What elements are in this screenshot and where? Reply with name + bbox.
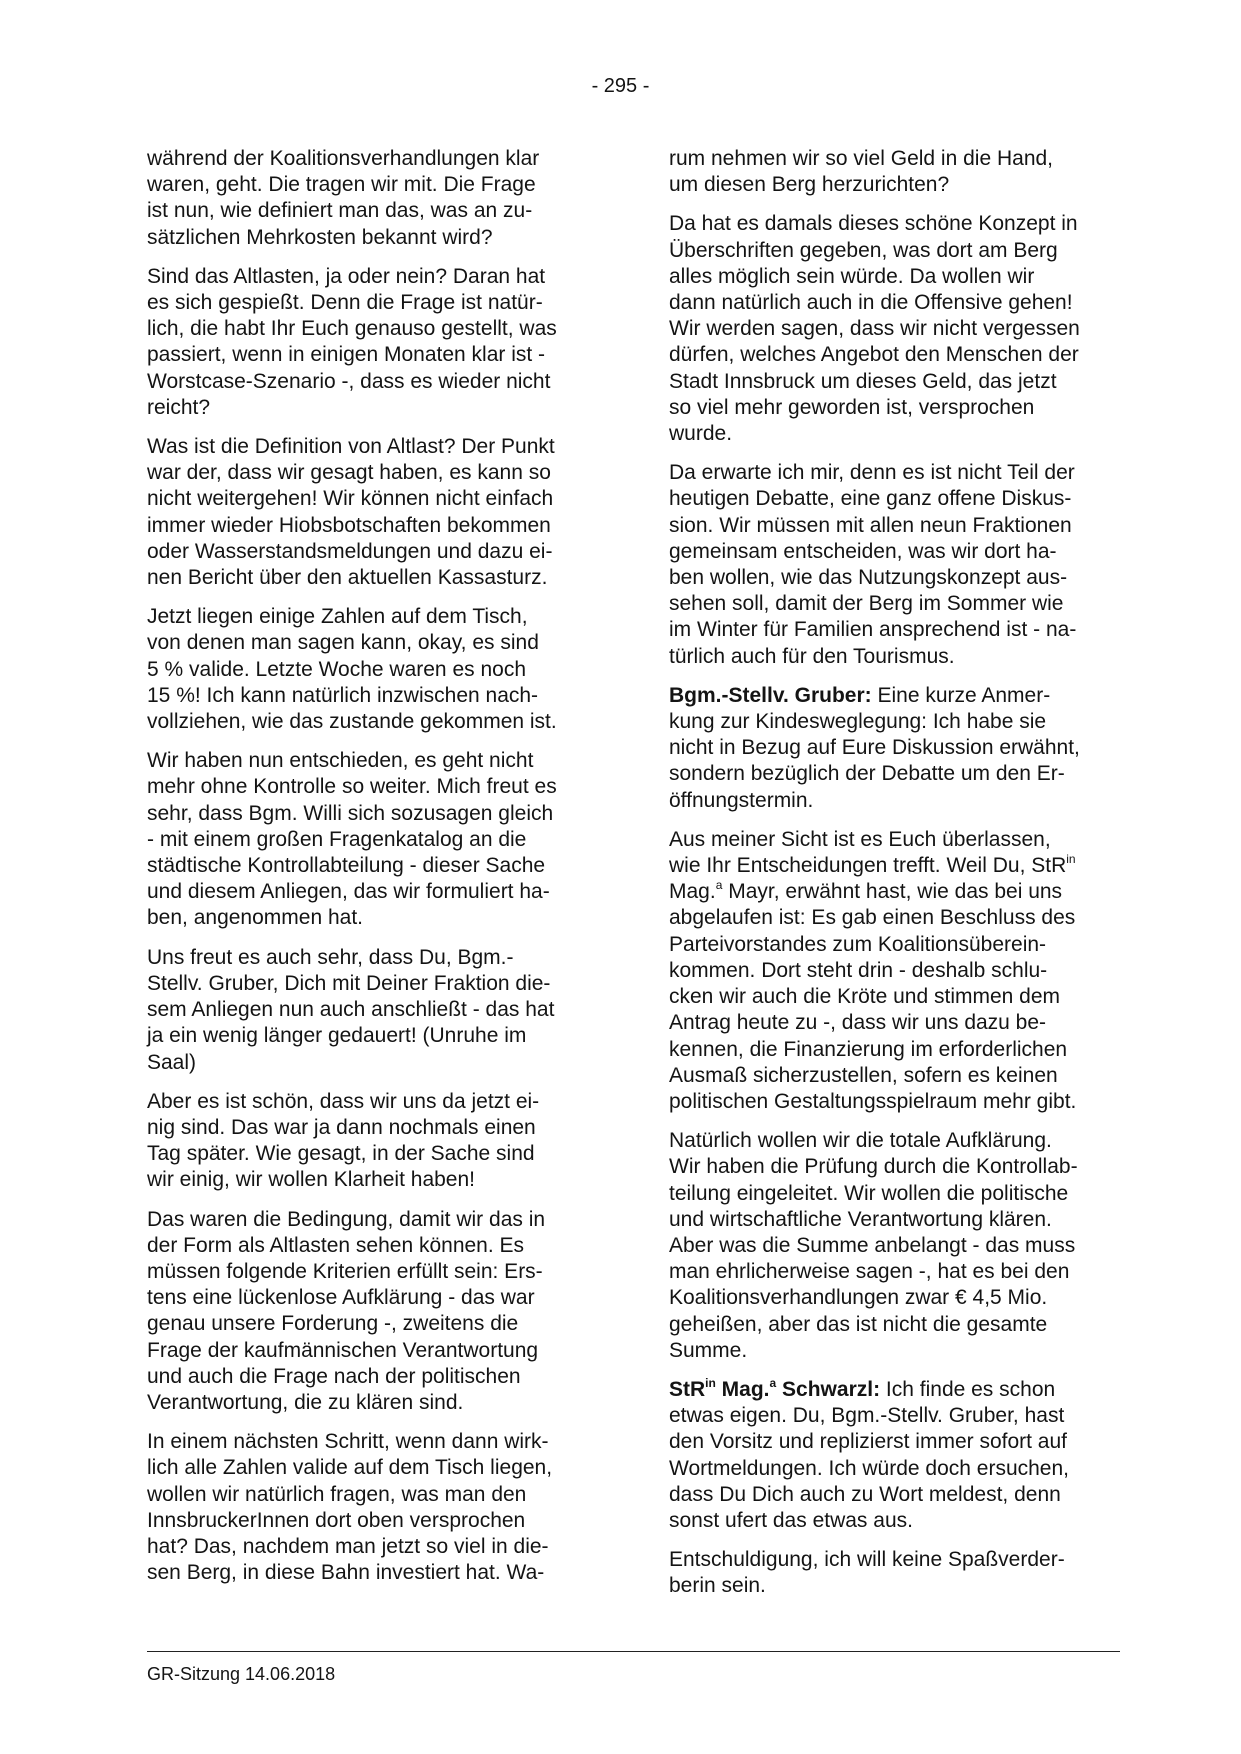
- footer-text: GR-Sitzung 14.06.2018: [147, 1664, 336, 1684]
- text-line: Natürlich wollen wir die totale Aufklärung.: [669, 1129, 1052, 1153]
- text-line: Wir haben nun entschieden, es geht nicht: [147, 749, 534, 773]
- speech-paragraph: [669, 1377, 1117, 1534]
- text-line: Wortmeldungen. Ich würde doch ersuchen,: [669, 1456, 1070, 1480]
- paragraph: [147, 748, 595, 931]
- text-line: sehr, dass Bgm. Willi sich sozusagen gleich: [147, 801, 554, 825]
- text-line: Jetzt liegen einige Zahlen auf dem Tisch,: [147, 605, 528, 629]
- text-line: den Vorsitz und replizierst immer sofort auf: [669, 1430, 1067, 1454]
- paragraph: [669, 1128, 1117, 1364]
- text-line: Wir werden sagen, dass wir nicht vergessen: [669, 317, 1080, 341]
- text-line: sätzlichen Mehrkosten bekannt wird?: [147, 225, 493, 249]
- text-line: sehen soll, damit der Berg im Sommer wie: [669, 592, 1064, 616]
- text-line: [669, 1377, 1117, 1403]
- text-line: passiert, wenn in einigen Monaten klar ist -: [147, 343, 546, 367]
- text-line: Parteivorstandes zum Koalitionsüberein-: [669, 932, 1047, 956]
- text-line: abgelaufen ist: Es gab einen Beschluss des: [669, 906, 1076, 930]
- speech-paragraph: [669, 683, 1117, 814]
- speaker-title: Mag.: [715, 1377, 770, 1401]
- paragraph: [669, 1547, 1117, 1599]
- right-column: [669, 146, 1117, 1613]
- paragraph: [147, 1089, 595, 1194]
- text-line: nig sind. Das war ja dann nochmals einen: [147, 1115, 536, 1139]
- text-line: ben, angenommen hat.: [147, 906, 363, 930]
- text-line: Überschriften gegeben, was dort am Berg: [669, 238, 1058, 262]
- text-line: lich alle Zahlen valide auf dem Tisch liegen,: [147, 1456, 553, 1480]
- superscript: in: [1066, 852, 1076, 867]
- text-line: geheißen, aber das ist nicht die gesamte: [669, 1312, 1048, 1336]
- text-line: 5 % valide. Letzte Woche waren es noch: [147, 657, 526, 681]
- text-line: [669, 683, 1117, 709]
- speaker-title: StR: [669, 1377, 706, 1401]
- text-line: berin sein.: [669, 1574, 766, 1598]
- text-line: [669, 853, 1117, 879]
- speaker-surname: Schwarzl:: [776, 1377, 881, 1401]
- text-line: Stadt Innsbruck um dieses Geld, das jetzt: [669, 369, 1057, 393]
- text-line: teilung eingeleitet. Wir wollen die politische: [669, 1181, 1069, 1205]
- text-line: und diesem Anliegen, das wir formuliert ha-: [147, 880, 550, 904]
- paragraph: [147, 264, 595, 421]
- text-line: hat? Das, nachdem man jetzt so viel in die-: [147, 1534, 549, 1558]
- text-line: - mit einem großen Fragenkatalog an die: [147, 827, 527, 851]
- text-run: Ich finde es schon: [880, 1377, 1056, 1401]
- text-line: gemeinsam entscheiden, was wir dort ha-: [669, 539, 1057, 563]
- text-line: nicht in Bezug auf Eure Diskussion erwähnt,: [669, 736, 1080, 760]
- text-line: sondern bezüglich der Debatte um den Er-: [669, 762, 1065, 786]
- text-line: und auch die Frage nach der politischen: [147, 1364, 521, 1388]
- text-line: Verantwortung, die zu klären sind.: [147, 1390, 464, 1414]
- text-line: türlich auch für den Tourismus.: [669, 644, 955, 668]
- text-line: dass Du Dich auch zu Wort meldest, denn: [669, 1482, 1061, 1506]
- text-line: mehr ohne Kontrolle so weiter. Mich freut es: [147, 775, 557, 799]
- paragraph: [147, 434, 595, 591]
- text-line: man ehrlicherweise sagen -, hat es bei den: [669, 1260, 1070, 1284]
- text-line: müssen folgende Kriterien erfüllt sein: Ers-: [147, 1259, 543, 1283]
- text-line: 15 %! Ich kann natürlich inzwischen nach-: [147, 683, 539, 707]
- text-line: Koalitionsverhandlungen zwar € 4,5 Mio.: [669, 1286, 1048, 1310]
- text-line: Uns freut es auch sehr, dass Du, Bgm.-: [147, 945, 514, 969]
- superscript: a: [715, 878, 723, 893]
- text-line: Da erwarte ich mir, denn es ist nicht Teil der: [669, 461, 1075, 485]
- text-line: Saal): [147, 1050, 197, 1074]
- text-line: Wir haben die Prüfung durch die Kontrollab-: [669, 1155, 1078, 1179]
- paragraph: [147, 1207, 595, 1417]
- text-line: cken wir auch die Kröte und stimmen dem: [669, 985, 1061, 1009]
- text-line: Aber es ist schön, dass wir uns da jetzt ei-: [147, 1089, 540, 1113]
- text-line: alles möglich sein würde. Da wollen wir: [669, 264, 1035, 288]
- superscript: in: [705, 1375, 716, 1390]
- text-line: und wirtschaftliche Verantwortung klären.: [669, 1207, 1052, 1231]
- text-line: Entschuldigung, ich will keine Spaßverder-: [669, 1548, 1065, 1572]
- text-line: es sich gespießt. Denn die Frage ist natür-: [147, 291, 543, 315]
- text-line: wir einig, wir wollen Klarheit haben!: [147, 1168, 475, 1192]
- text-line: der Form als Altlasten sehen können. Es: [147, 1233, 525, 1257]
- text-line: Ausmaß sicherzustellen, sofern es keinen: [669, 1063, 1058, 1087]
- text-run: Mayr, erwähnt hast, wie das bei uns: [722, 880, 1063, 904]
- text-line: ja ein wenig länger gedauert! (Unruhe im: [147, 1024, 527, 1048]
- text-line: Das waren die Bedingung, damit wir das in: [147, 1207, 546, 1231]
- text-line: um diesen Berg herzurichten?: [669, 173, 950, 197]
- text-line: reicht?: [147, 395, 211, 419]
- text-line: Tag später. Wie gesagt, in der Sache sind: [147, 1142, 535, 1166]
- paragraph: [147, 1429, 595, 1586]
- text-run: Eine kurze Anmer-: [871, 683, 1051, 707]
- text-line: sion. Wir müssen mit allen neun Fraktionen: [669, 513, 1072, 537]
- text-line: etwas eigen. Du, Bgm.-Stellv. Gruber, hast: [669, 1404, 1065, 1428]
- text-line: In einem nächsten Schritt, wenn dann wirk-: [147, 1430, 549, 1454]
- text-line: nen Bericht über den aktuellen Kassasturz.: [147, 566, 548, 590]
- paragraph: [669, 460, 1117, 670]
- text-line: öffnungstermin.: [669, 788, 814, 812]
- left-column: [147, 146, 595, 1599]
- paragraph: [147, 146, 595, 251]
- text-line: Da hat es damals dieses schöne Konzept in: [669, 212, 1078, 236]
- superscript: a: [769, 1375, 777, 1390]
- text-line: Stellv. Gruber, Dich mit Deiner Fraktion die-: [147, 971, 551, 995]
- paragraph: [669, 146, 1117, 198]
- speaker-name: [669, 1375, 881, 1401]
- text-line: im Winter für Familien ansprechend ist - na-: [669, 618, 1077, 642]
- text-line: dann natürlich auch in die Offensive gehen!: [669, 291, 1073, 315]
- paragraph: [147, 604, 595, 735]
- text-line: Worstcase-Szenario -, dass es wieder nicht: [147, 369, 551, 393]
- text-line: Aus meiner Sicht ist es Euch überlassen,: [669, 827, 1051, 851]
- text-line: Was ist die Definition von Altlast? Der Punkt: [147, 435, 555, 459]
- text-line: sen Berg, in diese Bahn investiert hat. Wa-: [147, 1561, 545, 1585]
- text-line: InnsbruckerInnen dort oben versprochen: [147, 1508, 526, 1532]
- text-line: während der Koalitionsverhandlungen klar: [147, 147, 540, 170]
- text-line: waren, geht. Die tragen wir mit. Die Frage: [147, 173, 536, 197]
- paragraph: [669, 827, 1117, 1115]
- text-line: ist nun, wie definiert man das, was an zu-: [147, 199, 533, 223]
- text-line: kommen. Dort steht drin - deshalb schlu-: [669, 958, 1048, 982]
- page-number: - 295 -: [591, 75, 650, 97]
- text-line: wollen wir natürlich fragen, was man den: [147, 1482, 527, 1506]
- text-line: Sind das Altlasten, ja oder nein? Daran hat: [147, 264, 546, 288]
- text-line: genau unsere Forderung -, zweitens die: [147, 1312, 519, 1336]
- text-line: ben wollen, wie das Nutzungskonzept aus-: [669, 566, 1068, 590]
- text-line: [669, 879, 1117, 905]
- text-line: heutigen Debatte, eine ganz offene Diskus-: [669, 487, 1072, 511]
- text-run: Mag.: [669, 880, 716, 904]
- footer-divider: [147, 1651, 1120, 1652]
- speaker-name: Bgm.-Stellv. Gruber:: [669, 683, 872, 707]
- text-line: Antrag heute zu -, dass wir uns dazu be-: [669, 1011, 1047, 1035]
- paragraph: [147, 945, 595, 1076]
- text-line: von denen man sagen kann, okay, es sind: [147, 631, 539, 655]
- text-line: kung zur Kindesweglegung: Ich habe sie: [669, 710, 1047, 734]
- text-line: Frage der kaufmännischen Verantwortung: [147, 1338, 539, 1362]
- text-line: so viel mehr geworden ist, versprochen: [669, 395, 1035, 419]
- text-line: immer wieder Hiobsbotschaften bekommen: [147, 513, 551, 537]
- text-line: tens eine lückenlose Aufklärung - das war: [147, 1286, 535, 1310]
- text-line: Summe.: [669, 1338, 748, 1362]
- text-line: war der, dass wir gesagt haben, es kann so: [147, 461, 551, 485]
- paragraph: [669, 211, 1117, 447]
- text-line: Aber was die Summe anbelangt - das muss: [669, 1233, 1076, 1257]
- text-line: oder Wasserstandsmeldungen und dazu ei-: [147, 539, 553, 563]
- text-line: sem Anliegen nun auch anschließt - das hat: [147, 998, 555, 1022]
- text-line: kennen, die Finanzierung im erforderlichen: [669, 1037, 1068, 1061]
- text-line: rum nehmen wir so viel Geld in die Hand,: [669, 147, 1054, 170]
- text-line: vollziehen, wie das zustande gekommen ist.: [147, 710, 557, 734]
- text-line: städtische Kontrollabteilung - dieser Sache: [147, 854, 546, 878]
- text-line: dürfen, welches Angebot den Menschen der: [669, 343, 1079, 367]
- text-run: wie Ihr Entscheidungen trefft. Weil Du, StR: [669, 854, 1067, 878]
- text-line: politischen Gestaltungsspielraum mehr gibt.: [669, 1089, 1077, 1113]
- text-line: sonst ufert das etwas aus.: [669, 1508, 913, 1532]
- text-line: wurde.: [669, 422, 733, 446]
- text-line: nicht weitergehen! Wir können nicht einfach: [147, 487, 554, 511]
- text-line: lich, die habt Ihr Euch genauso gestellt, was: [147, 317, 557, 341]
